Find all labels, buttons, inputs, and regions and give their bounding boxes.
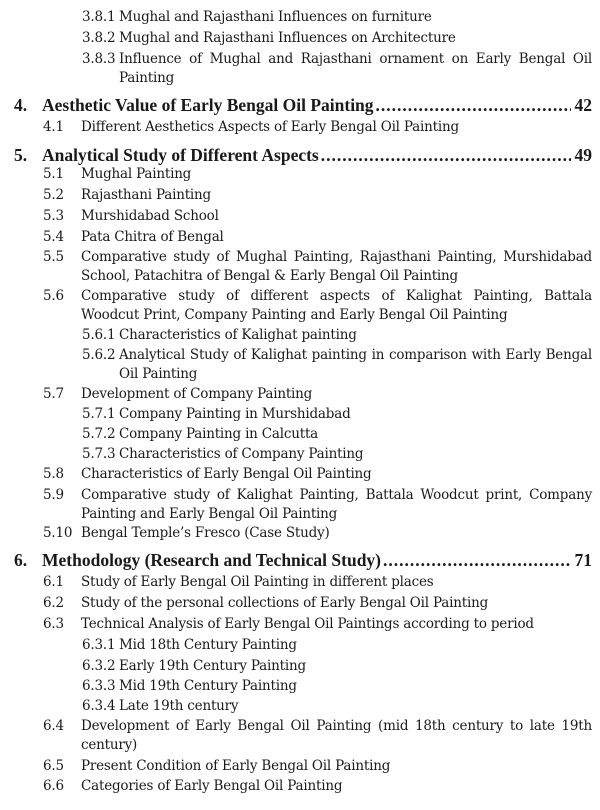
toc-entry-6-3-4 bbox=[82, 697, 592, 716]
chapter-page-number: 42 bbox=[574, 95, 592, 115]
toc-entry-5-5 bbox=[43, 248, 592, 286]
chapter-number: 6. bbox=[14, 550, 28, 570]
chapter-heading bbox=[42, 94, 592, 116]
entry-number: 5.2 bbox=[43, 187, 64, 203]
toc-entry-6-1 bbox=[43, 573, 592, 592]
toc-entry-4-1 bbox=[43, 118, 592, 137]
toc-entry-5-6-2 bbox=[82, 346, 592, 384]
toc-entry-5-7-1 bbox=[82, 405, 592, 424]
entry-number: 5.1 bbox=[43, 166, 64, 182]
toc-entry-5-4 bbox=[43, 228, 592, 247]
entry-title: Comparative study of different aspects of Kalighat Painting, Battala Woodcut Print, Company Painting and Early Bengal Oil Painting bbox=[81, 288, 592, 323]
entry-title: Characteristics of Company Painting bbox=[119, 446, 364, 462]
entry-number: 5.8 bbox=[43, 466, 64, 482]
toc-entry-5-8 bbox=[43, 465, 592, 484]
entry-title: Characteristics of Kalighat painting bbox=[119, 327, 357, 343]
toc-entry-5-7-3 bbox=[82, 445, 592, 464]
chapter-page-number: 49 bbox=[574, 145, 592, 165]
dot-leader bbox=[376, 94, 571, 116]
entry-title: Characteristics of Early Bengal Oil Painting bbox=[81, 466, 372, 482]
entry-title: Mid 19th Century Painting bbox=[119, 678, 297, 694]
chapter-number: 5. bbox=[14, 145, 28, 165]
entry-title: Mid 18th Century Painting bbox=[119, 637, 297, 653]
toc-entry-5-6-1 bbox=[82, 326, 592, 345]
entry-title: Pata Chitra of Bengal bbox=[81, 229, 224, 245]
toc-entry-5-3 bbox=[43, 207, 592, 226]
toc-entry-3-8-3 bbox=[82, 50, 592, 88]
dot-leader bbox=[321, 144, 571, 166]
toc-entry-5-7 bbox=[43, 385, 592, 404]
entry-title: Influence of Mughal and Rajasthani ornament on Early Bengal Oil Painting bbox=[119, 51, 592, 86]
toc-entry-5-9 bbox=[43, 486, 592, 524]
entry-number: 6.2 bbox=[43, 595, 64, 611]
toc-entry-3-8-1 bbox=[82, 8, 592, 27]
dot-leader bbox=[383, 549, 570, 571]
entry-title: Company Painting in Murshidabad bbox=[119, 406, 351, 422]
entry-title: Study of the personal collections of Early Bengal Oil Painting bbox=[81, 595, 489, 611]
toc-entry-6-4 bbox=[43, 717, 592, 755]
entry-title: Development of Early Bengal Oil Painting (mid 18th century to late 19th century) bbox=[81, 718, 592, 753]
entry-number: 5.7.3 bbox=[82, 446, 116, 462]
entry-title: Different Aesthetics Aspects of Early Bengal Oil Painting bbox=[81, 119, 459, 135]
entry-number: 5.5 bbox=[43, 249, 64, 265]
toc-entry-5-7-2 bbox=[82, 425, 592, 444]
chapter-heading bbox=[42, 144, 592, 166]
toc-entry-5-6 bbox=[43, 287, 592, 325]
entry-number: 5.3 bbox=[43, 208, 64, 224]
entry-title: Company Painting in Calcutta bbox=[119, 426, 319, 442]
chapter-title: Aesthetic Value of Early Bengal Oil Painting bbox=[42, 95, 374, 115]
entry-title: Analytical Study of Kalighat painting in comparison with Early Bengal Oil Painting bbox=[119, 347, 592, 382]
toc-entry-3-8-2 bbox=[82, 29, 592, 48]
entry-number: 5.4 bbox=[43, 229, 64, 245]
entry-number: 3.8.3 bbox=[82, 51, 116, 67]
toc-entry-5-2 bbox=[43, 186, 592, 205]
entry-number: 6.6 bbox=[43, 778, 64, 794]
entry-title: Present Condition of Early Bengal Oil Painting bbox=[81, 758, 391, 774]
entry-number: 5.6 bbox=[43, 288, 64, 304]
entry-number: 6.3.2 bbox=[82, 658, 116, 674]
entry-number: 4.1 bbox=[43, 119, 64, 135]
toc-entry-6-3 bbox=[43, 615, 592, 634]
entry-title: Study of Early Bengal Oil Painting in different places bbox=[81, 574, 434, 590]
entry-number: 6.5 bbox=[43, 758, 64, 774]
chapter-title: Analytical Study of Different Aspects bbox=[42, 145, 319, 165]
toc-entry-5-10 bbox=[43, 524, 592, 543]
entry-number: 6.3.4 bbox=[82, 698, 116, 714]
entry-number: 6.1 bbox=[43, 574, 64, 590]
toc-entry-6-5 bbox=[43, 757, 592, 776]
entry-title: Technical Analysis of Early Bengal Oil Paintings according to period bbox=[81, 616, 534, 632]
entry-title: Comparative study of Mughal Painting, Rajasthani Painting, Murshidabad School, Patachitra of Bengal & Early Bengal Oil Painting bbox=[81, 249, 592, 284]
entry-title: Early 19th Century Painting bbox=[119, 658, 306, 674]
toc-entry-6-2 bbox=[43, 594, 592, 613]
entry-number: 5.10 bbox=[43, 525, 73, 541]
entry-number: 6.3.1 bbox=[82, 637, 116, 653]
toc-entry-6-3-2 bbox=[82, 657, 592, 676]
entry-number: 6.3 bbox=[43, 616, 64, 632]
entry-number: 5.7 bbox=[43, 386, 64, 402]
entry-title: Rajasthani Painting bbox=[81, 187, 211, 203]
entry-title: Development of Company Painting bbox=[81, 386, 313, 402]
entry-number: 5.7.1 bbox=[82, 406, 116, 422]
entry-number: 6.4 bbox=[43, 718, 64, 734]
entry-title: Mughal and Rajasthani Influences on furniture bbox=[119, 9, 432, 25]
entry-title: Late 19th century bbox=[119, 698, 239, 714]
entry-number: 5.7.2 bbox=[82, 426, 116, 442]
chapter-heading bbox=[42, 549, 592, 571]
entry-number: 6.3.3 bbox=[82, 678, 116, 694]
entry-title: Categories of Early Bengal Oil Painting bbox=[81, 778, 343, 794]
toc-entry-5-1 bbox=[43, 165, 592, 184]
chapter-page-number: 71 bbox=[574, 550, 592, 570]
entry-title: Mughal Painting bbox=[81, 166, 192, 182]
entry-number: 5.6.1 bbox=[82, 327, 116, 343]
entry-number: 3.8.1 bbox=[82, 9, 116, 25]
chapter-number: 4. bbox=[14, 95, 28, 115]
entry-title: Mughal and Rajasthani Influences on Architecture bbox=[119, 30, 456, 46]
entry-number: 5.6.2 bbox=[82, 347, 116, 363]
entry-title: Bengal Temple’s Fresco (Case Study) bbox=[81, 525, 330, 541]
toc-entry-6-6 bbox=[43, 777, 592, 796]
chapter-title: Methodology (Research and Technical Study) bbox=[42, 550, 382, 570]
toc-entry-6-3-1 bbox=[82, 636, 592, 655]
entry-title: Comparative study of Kalighat Painting, Battala Woodcut print, Company Painting and Early Bengal Oil Painting bbox=[81, 487, 592, 522]
entry-number: 3.8.2 bbox=[82, 30, 116, 46]
entry-title: Murshidabad School bbox=[81, 208, 219, 224]
toc-entry-6-3-3 bbox=[82, 677, 592, 696]
entry-number: 5.9 bbox=[43, 487, 64, 503]
